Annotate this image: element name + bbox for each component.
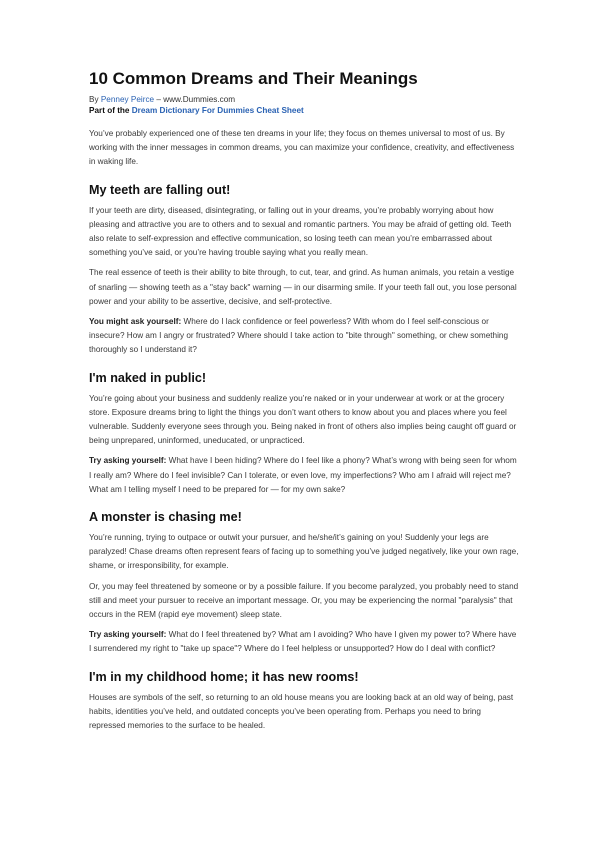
monster-paragraph-1: You’re running, trying to outpace or outwit your pursuer, and he/she/it’s gaining on you! Suddenly your legs are paralyzed! Chase dreams often represent fears of facing up to something you’ve judged negatively, like your own rage, shame, or irresponsibility, for example.	[89, 533, 519, 571]
byline-suffix: – www.Dummies.com	[154, 95, 236, 104]
part-of-prefix: Part of the	[89, 106, 132, 115]
page-title: 10 Common Dreams and Their Meanings	[89, 69, 418, 88]
intro-paragraph: You’ve probably experienced one of these ten dreams in your life; they focus on themes universal to most of us. By working with the inner messages in common dreams, you can maximize your confidence, creativity, and effectiveness in waking life.	[89, 129, 515, 167]
document-page	[89, 69, 519, 739]
monster-ask-text: What do I feel threatened by? What am I avoiding? Who have I given my power to? Where have I surrendered my right to "take up space"? Where do I feel helpless or unsupported? How do I deal with conflict?	[89, 630, 517, 654]
naked-ask-text: What have I been hiding? Where do I feel like a phony? What’s wrong with being seen for whom I really am? Where do I feel invisible? Can I tolerate, or even love, my imperfections? Who am I afraid will reject me? What am I telling myself I need to be prepared for — for my own sake?	[89, 456, 517, 494]
monster-ask-paragraph	[89, 628, 519, 656]
naked-ask-label: Try asking yourself:	[89, 456, 167, 466]
teeth-paragraph-1: If your teeth are dirty, diseased, disintegrating, or falling out in your dreams, you’re probably worrying about how pleasing and attractive you are to others and to sexual and romantic partners. You may be afraid of getting old. Teeth also relate to self-expression and effective communication, so losing teeth can mean you’re embarrassed about something you’ve said, or you’re having trouble saying what you really mean.	[89, 205, 512, 258]
section-heading-naked: I'm naked in public!	[89, 370, 207, 385]
teeth-ask-label: You might ask yourself:	[89, 317, 182, 327]
section-heading-childhood-home: I'm in my childhood home; it has new rooms!	[89, 669, 359, 684]
teeth-ask-paragraph	[89, 315, 519, 358]
teeth-paragraph-2: The real essence of teeth is their ability to bite through, to cut, tear, and grind. As human animals, you retain a vestige of snarling — showing teeth as a "stay back" warning — in our disarming smile. If your teeth fall out, you lose personal power and your ability to be assertive, decisive, and self-protective.	[89, 268, 517, 306]
part-of-line	[89, 105, 519, 116]
author-link[interactable]: Penney Peirce	[100, 95, 155, 104]
byline-prefix: By	[89, 95, 101, 104]
childhood-home-paragraph-1: Houses are symbols of the self, so returning to an old house means you are looking back at an old way of being, past habits, identities you’ve held, and outdated concepts you’ve been operating from. Perhaps you need to bring repressed memories to the surface to be healed.	[89, 692, 514, 731]
monster-ask-label: Try asking yourself:	[89, 630, 167, 640]
byline	[89, 94, 519, 105]
teeth-ask-text: Where do I lack confidence or feel powerless? With whom do I feel self-conscious or insecure? How am I angry or frustrated? Where should I take action to "bite through" something, or chew something thoroughly so I understand it?	[89, 317, 509, 355]
naked-paragraph-1: You’re going about your business and suddenly realize you’re naked or in your underwear at work or at the grocery store. Exposure dreams bring to light the things you don’t want others to know about you and places where you feel vulnerable. Suddenly everyone sees through you. Being naked in front of others also implies being caught off guard or being unprepared, uninformed, uneducated, or unpracticed.	[89, 393, 517, 446]
monster-paragraph-2: Or, you may feel threatened by someone or by a possible failure. If you become paralyzed, you probably need to stand still and meet your pursuer to receive an important message. Or, you may be experiencing the normal "paralysis" that occurs in the REM (rapid eye movement) sleep state.	[89, 581, 519, 620]
naked-ask-paragraph	[89, 454, 519, 497]
section-heading-monster: A monster is chasing me!	[89, 510, 242, 525]
section-heading-teeth: My teeth are falling out!	[89, 182, 231, 197]
cheat-sheet-link[interactable]: Dream Dictionary For Dummies Cheat Sheet	[131, 106, 304, 115]
